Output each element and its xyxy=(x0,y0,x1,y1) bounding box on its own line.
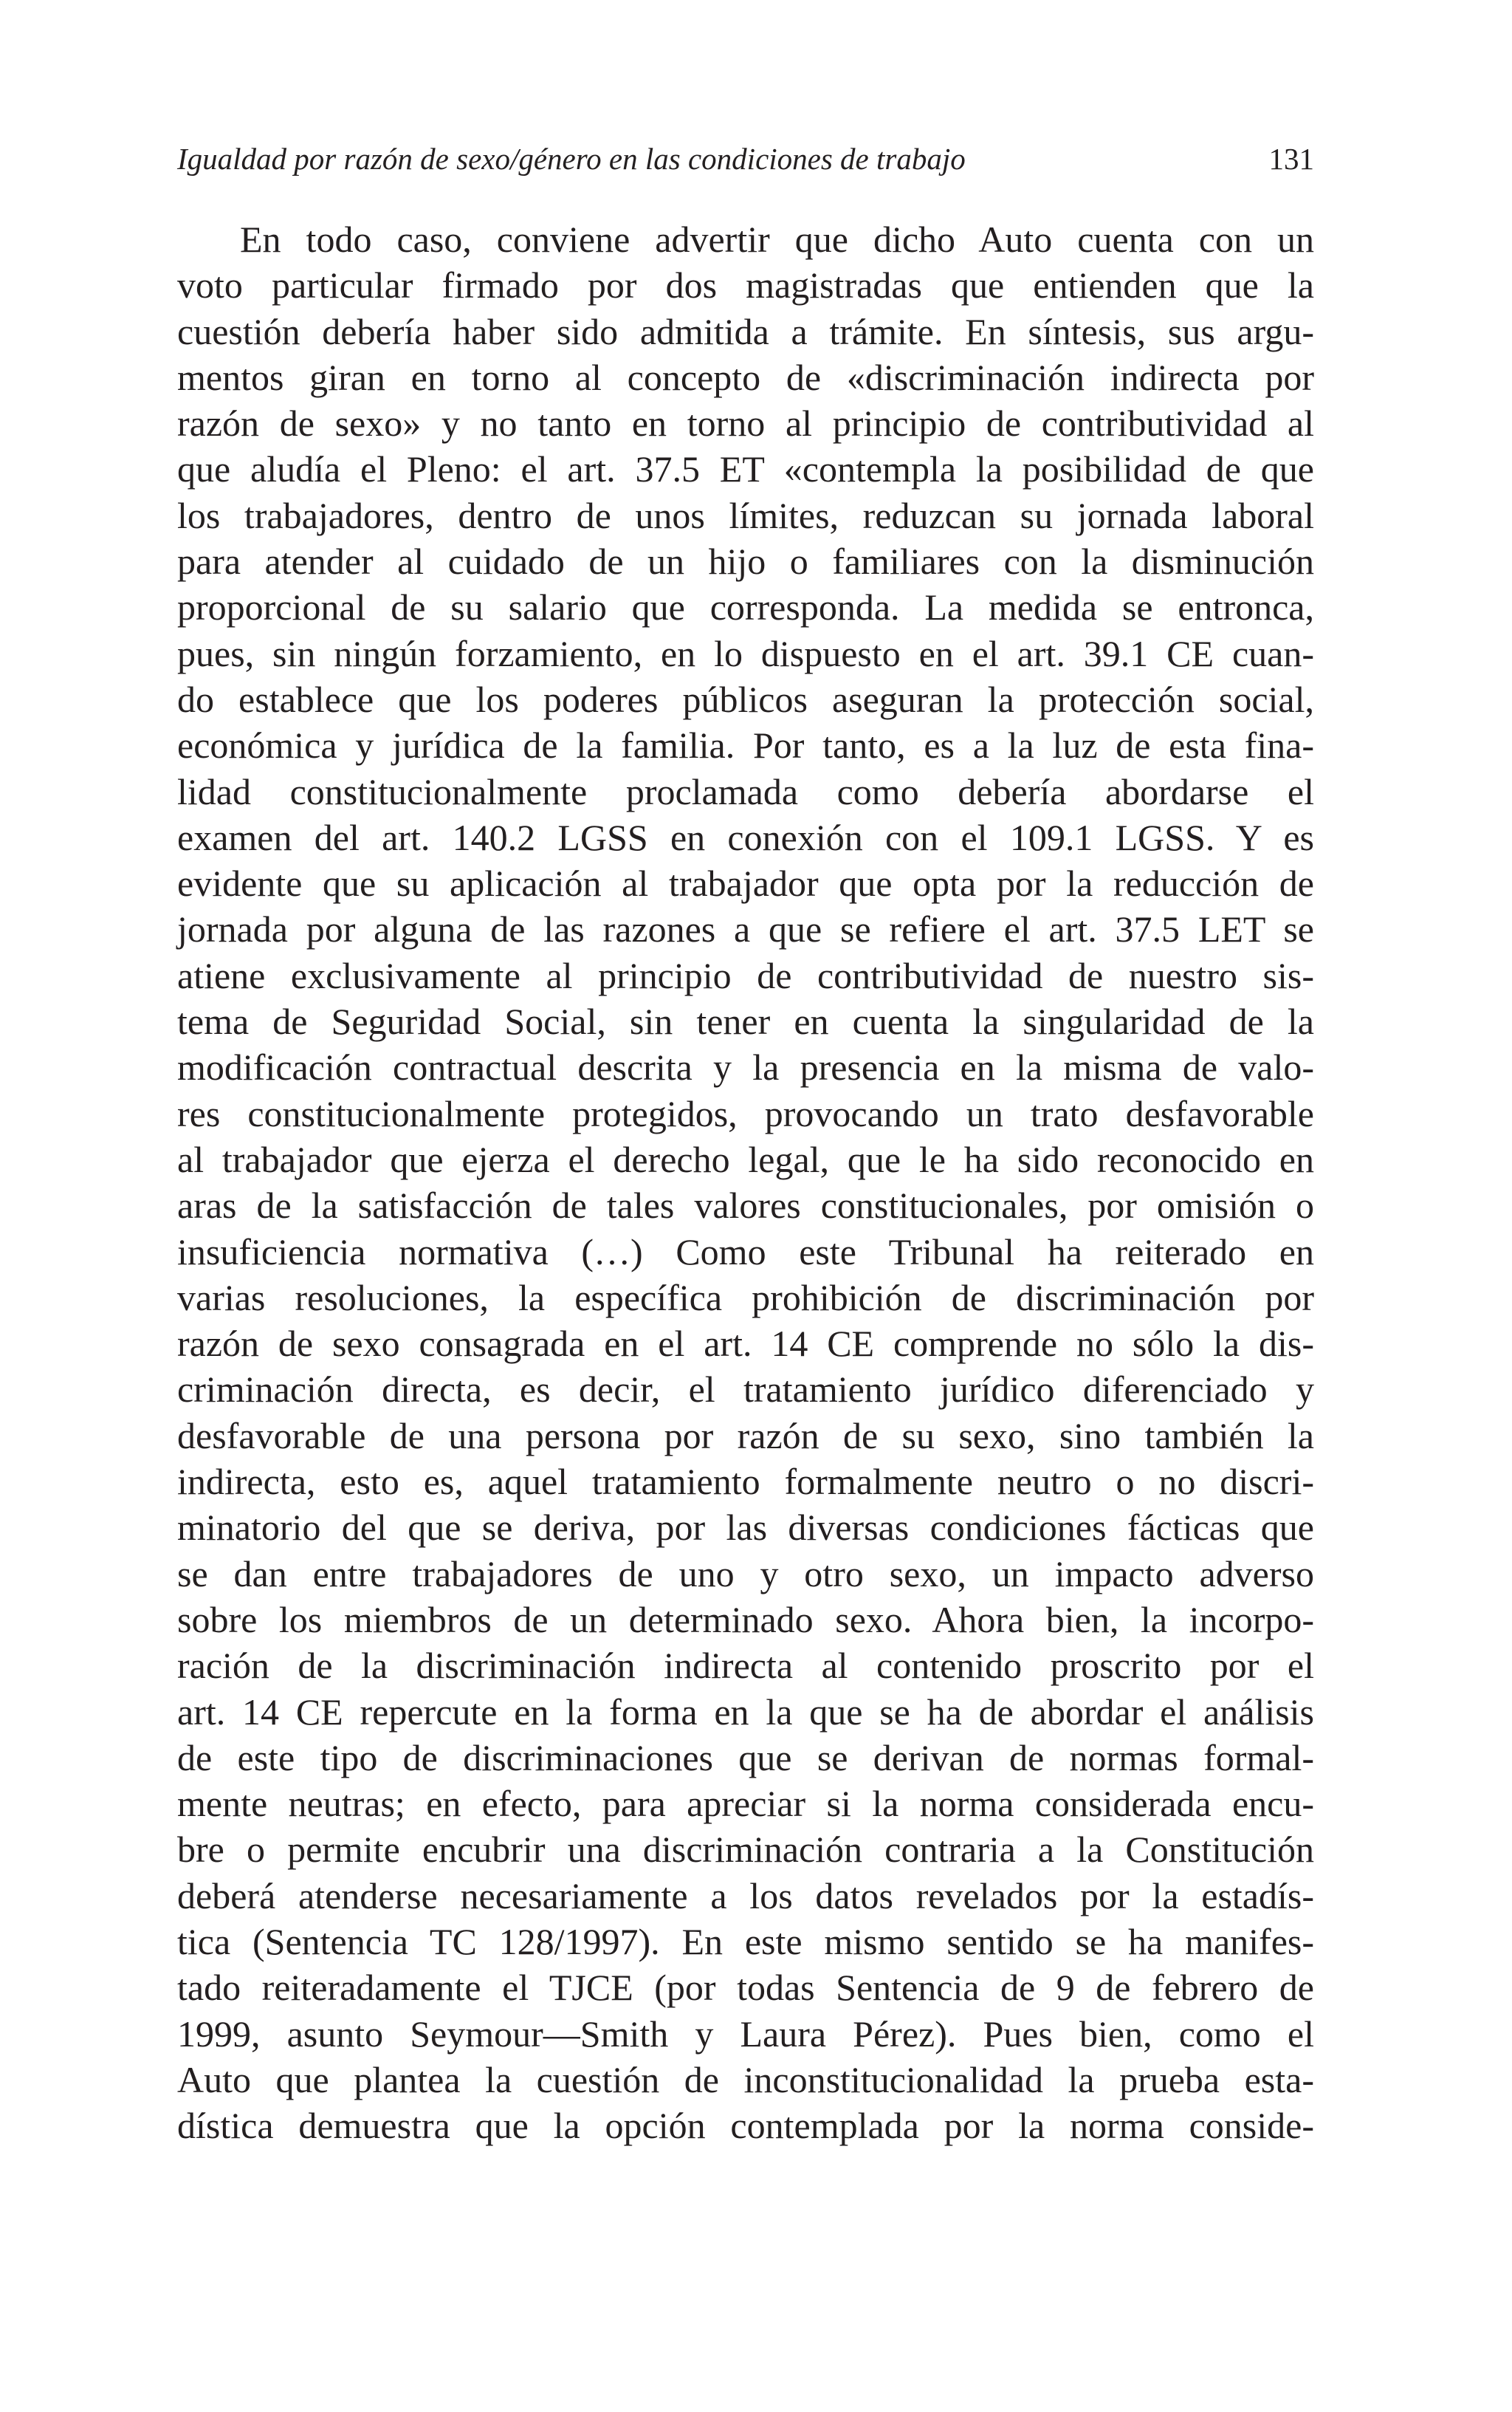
text-line: que aludía el Pleno: el art. 37.5 ET «contempla la posibilidad de que xyxy=(177,448,1314,490)
text-line: económica y jurídica de la familia. Por tanto, es a la luz de esta fina- xyxy=(177,724,1314,767)
text-line: razón de sexo consagrada en el art. 14 CE comprende no sólo la dis- xyxy=(177,1323,1314,1365)
text-line: se dan entre trabajadores de uno y otro sexo, un impacto adverso xyxy=(177,1552,1314,1594)
body-paragraph xyxy=(177,216,1314,2148)
text-line: cuestión debería haber sido admitida a trámite. En síntesis, sus argu- xyxy=(177,310,1314,352)
text-line: do establece que los poderes públicos aseguran la protección social, xyxy=(177,678,1314,720)
page-number: 131 xyxy=(1268,142,1314,176)
text-line: varias resoluciones, la específica prohibición de discriminación por xyxy=(177,1276,1314,1318)
text-line: de este tipo de discriminaciones que se derivan de normas formal- xyxy=(177,1736,1314,1778)
text-line: examen del art. 140.2 LGSS en conexión con el 109.1 LGSS. Y es xyxy=(177,816,1314,858)
text-line: sobre los miembros de un determinado sexo. Ahora bien, la incorpo- xyxy=(177,1598,1314,1640)
text-line: criminación directa, es decir, el tratamiento jurídico diferenciado y xyxy=(177,1368,1314,1411)
text-line: mente neutras; en efecto, para apreciar si la norma considerada encu- xyxy=(177,1783,1314,1825)
text-line: ración de la discriminación indirecta al contenido proscrito por el xyxy=(177,1645,1314,1687)
text-line: minatorio del que se deriva, por las diversas condiciones fácticas que xyxy=(177,1507,1314,1549)
text-line: 1999, asunto Seymour—Smith y Laura Pérez). Pues bien, como el xyxy=(177,2012,1314,2055)
text-line: art. 14 CE repercute en la forma en la que se ha de abordar el análisis xyxy=(177,1690,1314,1733)
text-line: los trabajadores, dentro de unos límites, reduzcan su jornada laboral xyxy=(177,494,1314,536)
running-header xyxy=(177,137,1314,181)
text-line: lidad constitucionalmente proclamada como debería abordarse el xyxy=(177,770,1314,812)
text-line: indirecta, esto es, aquel tratamiento formalmente neutro o no discri- xyxy=(177,1461,1314,1503)
text-line: evidente que su aplicación al trabajador que opta por la reducción de xyxy=(177,863,1314,905)
text-line: tica (Sentencia TC 128/1997). En este mismo sentido se ha manifes- xyxy=(177,1920,1314,1962)
text-line: al trabajador que ejerza el derecho legal, que le ha sido reconocido en xyxy=(177,1138,1314,1180)
text-line: tado reiteradamente el TJCE (por todas Sentencia de 9 de febrero de xyxy=(177,1967,1314,2009)
text-line: insuficiencia normativa (…) Como este Tribunal ha reiterado en xyxy=(177,1230,1314,1272)
text-line: res constitucionalmente protegidos, provocando un trato desfavorable xyxy=(177,1092,1314,1134)
text-line: atiene exclusivamente al principio de contributividad de nuestro sis- xyxy=(177,954,1314,996)
text-line: dística demuestra que la opción contemplada por la norma conside- xyxy=(177,2105,1314,2147)
text-line: proporcional de su salario que corresponda. La medida se entronca, xyxy=(177,586,1314,628)
text-line: desfavorable de una persona por razón de su sexo, sino también la xyxy=(177,1414,1314,1456)
text-line: pues, sin ningún forzamiento, en lo dispuesto en el art. 39.1 CE cuan- xyxy=(177,632,1314,674)
text-line: aras de la satisfacción de tales valores constitucionales, por omisión o xyxy=(177,1185,1314,1227)
running-header-title: Igualdad por razón de sexo/género en las condiciones de trabajo xyxy=(177,142,966,176)
text-line: Auto que plantea la cuestión de inconstitucionalidad la prueba esta- xyxy=(177,2058,1314,2100)
text-line: voto particular firmado por dos magistradas que entienden que la xyxy=(177,264,1314,306)
text-line: tema de Seguridad Social, sin tener en cuenta la singularidad de la xyxy=(177,1001,1314,1043)
text-line: deberá atenderse necesariamente a los datos revelados por la estadís- xyxy=(177,1874,1314,1916)
text-line: bre o permite encubrir una discriminación contraria a la Constitución xyxy=(177,1829,1314,1871)
text-line: jornada por alguna de las razones a que se refiere el art. 37.5 LET se xyxy=(177,908,1314,950)
text-line: En todo caso, conviene advertir que dicho Auto cuenta con un xyxy=(240,219,1314,260)
text-line: mentos giran en torno al concepto de «discriminación indirecta por xyxy=(177,356,1314,398)
text-line: razón de sexo» y no tanto en torno al principio de contributividad al xyxy=(177,402,1314,445)
text-line: para atender al cuidado de un hijo o familiares con la disminución xyxy=(177,541,1314,583)
text-line: modificación contractual descrita y la presencia en la misma de valo- xyxy=(177,1046,1314,1089)
